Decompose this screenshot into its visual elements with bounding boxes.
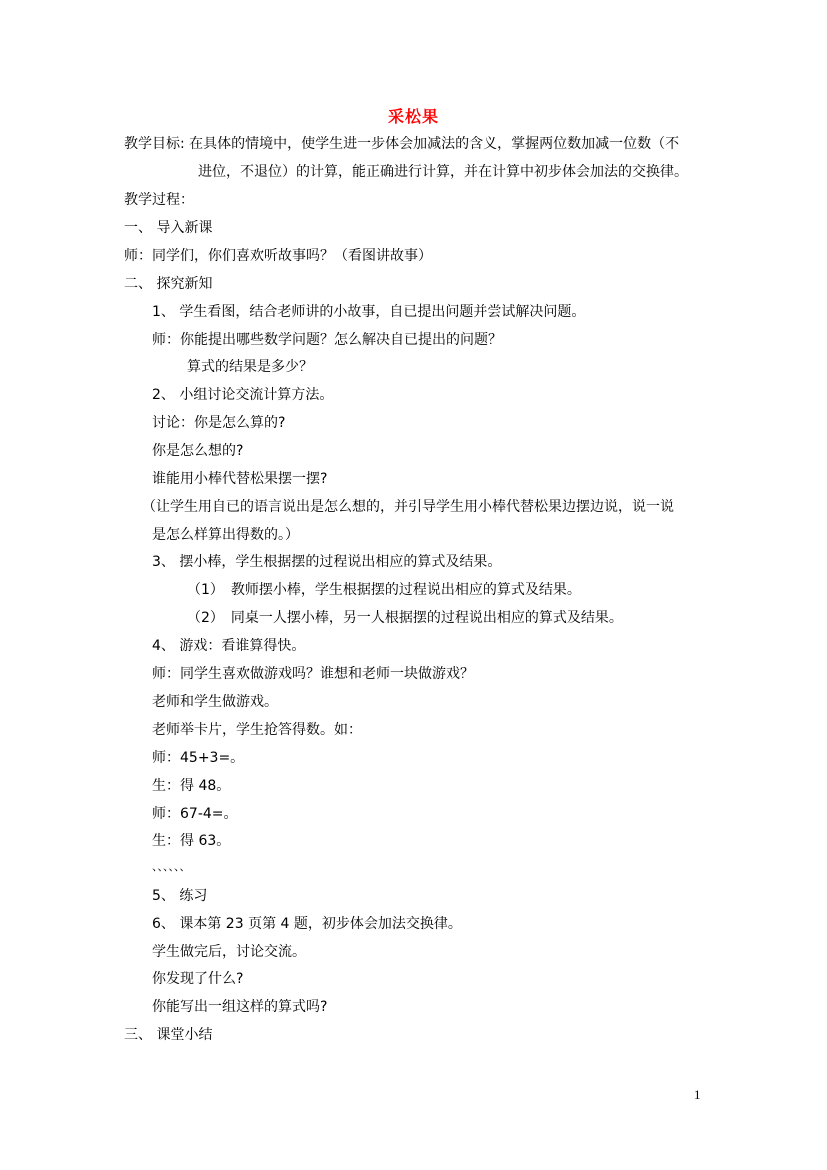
paragraph-line: 你发现了什么? (152, 971, 244, 987)
paragraph-line: 学生做完后，讨论交流。 (152, 944, 306, 960)
ellipsis-marks: 、、、、、、 (152, 860, 191, 873)
paragraph-line: 师：67-4=。 (152, 806, 238, 822)
paragraph-line: 是怎么样算出得数的。） (152, 527, 299, 543)
paragraph-line: 生：得 48。 (152, 778, 231, 794)
paragraph-line: 讨论：你是怎么算的? (152, 415, 286, 431)
paragraph-line: 谁能用小棒代替松果摆一摆? (152, 471, 328, 487)
step-1: 1、 学生看图，结合老师讲的小故事，自已提出问题并尝试解决问题。 (152, 304, 586, 320)
step-3: 3、 摆小棒，学生根据摆的过程说出相应的算式及结果。 (152, 554, 502, 570)
paragraph-line: 生：得 63。 (152, 833, 231, 849)
paragraph-line: 师：同学们，你们喜欢听故事吗？（看图讲故事） (124, 248, 432, 264)
page-number: 1 (694, 1087, 701, 1102)
paragraph-line: 老师和学生做游戏。 (152, 694, 278, 710)
paragraph-line: 你是怎么想的? (152, 443, 244, 459)
process-heading: 教学过程： (124, 192, 194, 208)
step-2: 2、 小组讨论交流计算方法。 (152, 387, 334, 403)
section-heading-3: 三、 课堂小结 (124, 1027, 213, 1043)
objective-line-2: 进位，不退位）的计算，能正确进行计算，并在计算中初步体会加法的交换律。 (198, 164, 688, 180)
paragraph-line: （让学生用自已的语言说出是怎么想的，并引导学生用小棒代替松果边摆边说，说一说 (142, 499, 674, 515)
section-heading-2: 二、 探究新知 (124, 276, 213, 292)
section-heading-1: 一、 导入新课 (124, 220, 213, 236)
step-5: 5、 练习 (152, 888, 208, 904)
paragraph-line: 师：你能提出哪些数学问题？怎么解决自已提出的问题？ (152, 332, 502, 348)
step-4: 4、 游戏：看谁算得快。 (152, 638, 306, 654)
sub-step-2: （2） 同桌一人摆小棒，另一人根据摆的过程说出相应的算式及结果。 (187, 610, 623, 626)
paragraph-line: 你能写出一组这样的算式吗? (152, 999, 328, 1015)
paragraph-line: 算式的结果是多少？ (187, 359, 313, 375)
objective-line-1: 教学目标: 在具体的情境中，使学生进一步体会加减法的含义，掌握两位数加减一位数（不 (124, 136, 680, 152)
paragraph-line: 师：45+3=。 (152, 750, 245, 766)
document-title: 采松果 (387, 107, 439, 126)
paragraph-line: 老师举卡片，学生抢答得数。如： (152, 722, 362, 738)
sub-step-1: （1） 教师摆小棒，学生根据摆的过程说出相应的算式及结果。 (187, 582, 581, 598)
paragraph-line: 师：同学生喜欢做游戏吗？谁想和老师一块做游戏？ (152, 666, 474, 682)
step-6: 6、 课本第 23 页第 4 题，初步体会加法交换律。 (152, 916, 462, 932)
